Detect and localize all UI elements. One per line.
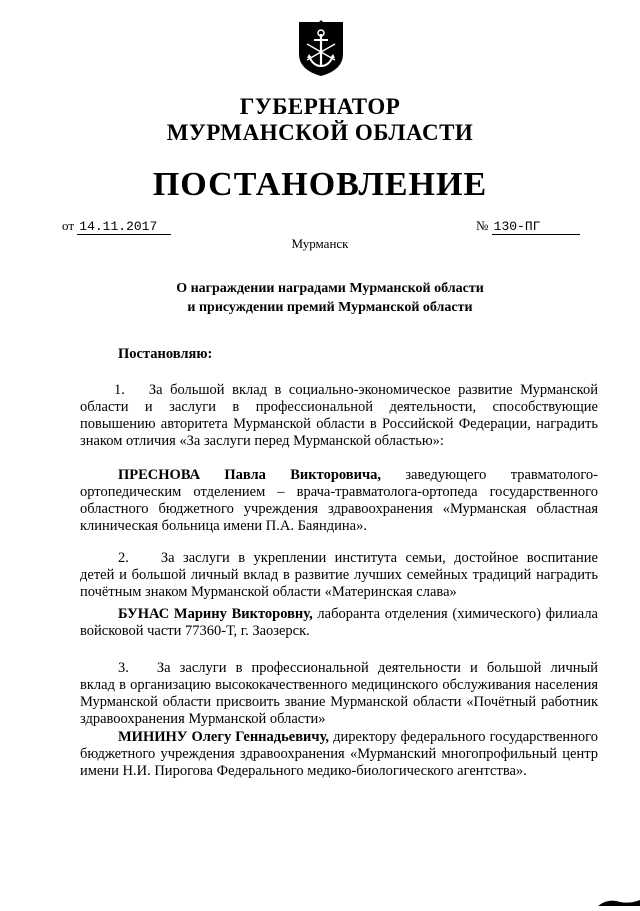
item-1-text: За большой вклад в социально-экономическое развитие Мурманской области и заслуги в профессиональной деятельности, способствующие повышению авторитета Мурманской области в Российской Федерации, наградить знаком отличия «За заслуги перед Мурманской областью»:: [80, 382, 598, 449]
item-3-recipient-name: МИНИНУ Олегу Геннадьевичу,: [118, 729, 330, 745]
item-3-number: 3.: [118, 660, 129, 676]
item-2-recipient-name: БУНАС Марину Викторовну,: [118, 606, 313, 622]
document-number: [476, 218, 580, 235]
coat-of-arms-emblem: [297, 20, 345, 78]
subject-line1: О награждении наградами Мурманской области: [176, 281, 484, 296]
decree-word: Постановляю:: [118, 346, 213, 362]
issuer-title-line2: МУРМАНСКОЙ ОБЛАСТИ: [166, 120, 474, 145]
item-2-paragraph: [80, 550, 598, 601]
item-3-recipient-desc: директору федерального государственного бюджетного учреждения здравоохранения «Мурманский многопрофильный центр имени Н.И. Пирогова Федерального медико-биологического агентства».: [80, 729, 598, 779]
document-date: [62, 218, 171, 235]
number-value: 130-ПГ: [492, 220, 580, 235]
item-3-paragraph: [80, 660, 598, 728]
item-1-recipient-name: ПРЕСНОВА Павла Викторовича,: [118, 467, 382, 483]
document-type: ПОСТАНОВЛЕНИЕ: [152, 166, 488, 203]
item-1-number: 1.: [114, 382, 125, 398]
item-1-paragraph: [80, 382, 598, 450]
date-prefix: от: [62, 218, 75, 233]
number-prefix: №: [476, 218, 489, 233]
item-2-recipient-desc: лаборанта отделения (химического) филиала войсковой части 77360-Т, г. Заозерск.: [80, 606, 598, 639]
item-1-recipient: [80, 467, 598, 535]
document-subject: [0, 279, 640, 317]
item-2-recipient: [80, 606, 598, 640]
issuer-title-line1: ГУБЕРНАТОР: [239, 94, 401, 119]
item-2-number: 2.: [118, 550, 129, 566]
item-1-recipient-desc: заведующего травматолого-ортопедическим отделением – врача-травматолога-ортопеда государственного областного бюджетного учреждения здравоохранения «Мурманская областная клиническая больница имени П.А. Баяндина».: [80, 467, 599, 534]
item-3-recipient: [80, 729, 598, 780]
item-3-text: За заслуги в профессиональной деятельности и большой личный вклад в организацию высококачественного медицинского обслуживания населения Мурманской области присвоить звание Мурманской области «Почётный работник здравоохранения Мурманской области»: [80, 660, 598, 727]
scan-corner-mark: [590, 893, 640, 905]
subject-line2: и присуждении премий Мурманской области: [187, 300, 473, 315]
item-2-text: За заслуги в укреплении института семьи, достойное воспитание детей и большой личный вклад в развитие лучших семейных традиций наградить почётным знаком Мурманской области «Материнская слава»: [80, 550, 598, 600]
document-city: Мурманск: [291, 236, 349, 251]
date-value: 14.11.2017: [77, 220, 171, 235]
